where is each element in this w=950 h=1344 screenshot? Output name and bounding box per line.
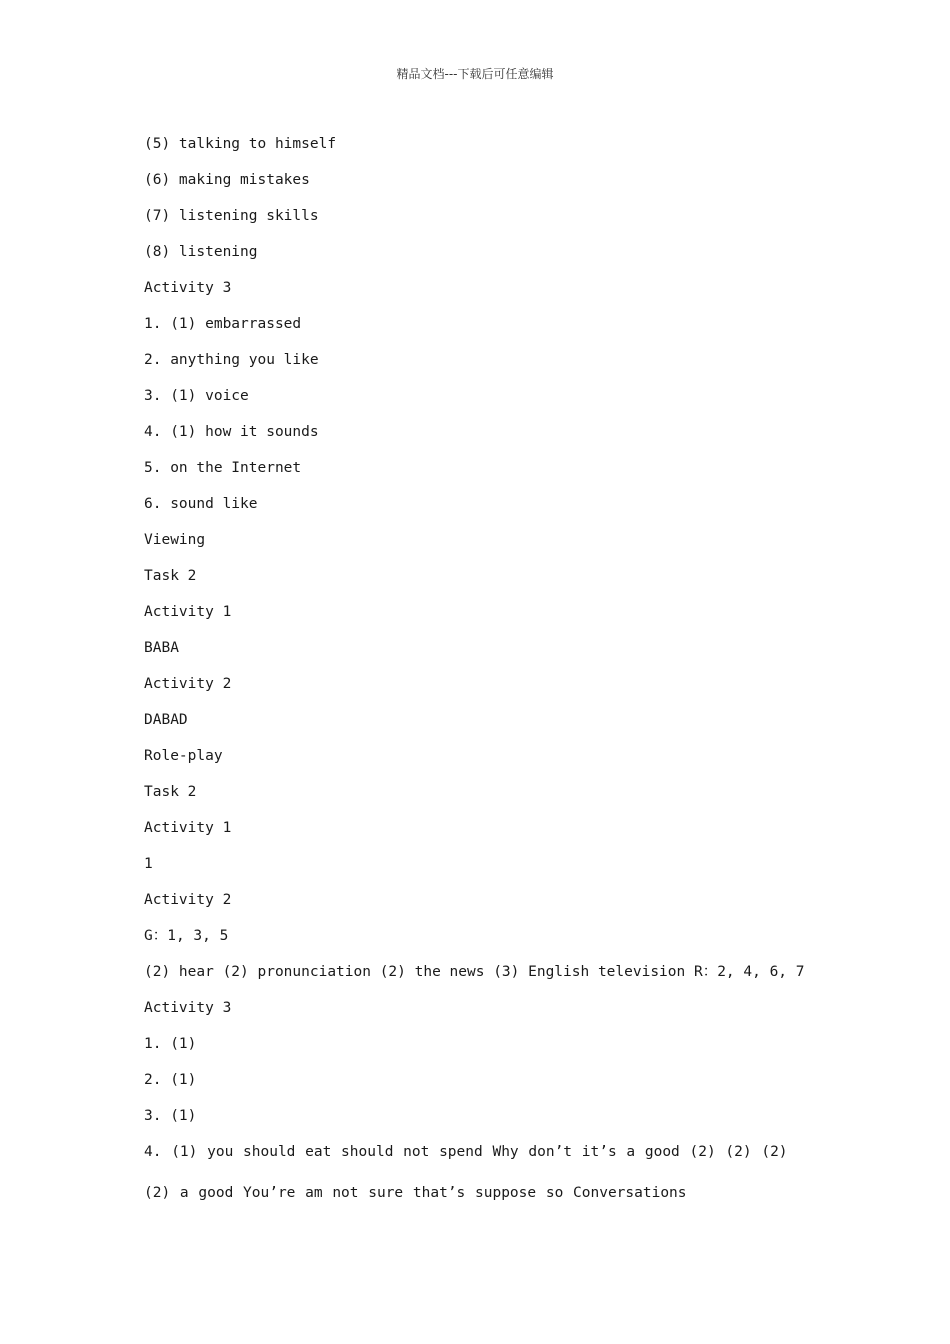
text-line: 6. sound like (144, 496, 258, 512)
text-line: 1. (1) (144, 1036, 197, 1052)
text-line: Activity 1 (144, 820, 232, 836)
text-line: 1 (144, 856, 153, 872)
text-line: (6) making mistakes (144, 172, 310, 188)
text-line: BABA (144, 640, 179, 656)
page-header: 精品文档---下载后可任意编辑 (396, 67, 554, 81)
text-line: (7) listening skills (144, 208, 319, 224)
text-line: Activity 3 (144, 1000, 232, 1016)
text-line: (2) hear (2) pronunciation (2) the news (3) English television R：2, 4, 6, 7 (144, 964, 805, 980)
document-body (144, 126, 809, 1214)
text-line: Task 2 (144, 568, 197, 584)
text-line: Activity 1 (144, 604, 232, 620)
text-line: 5. on the Internet (144, 460, 302, 476)
text-line: Task 2 (144, 784, 197, 800)
text-line: Activity 2 (144, 676, 232, 692)
text-line: DABAD (144, 712, 188, 728)
text-line: Role-play (144, 748, 223, 764)
text-line: (8) listening (144, 244, 258, 260)
text-line: Viewing (144, 532, 206, 548)
text-line: 3. (1) voice (144, 388, 249, 404)
final-paragraph: 4. (1) you should eat should not spend Why don’t it’s a good (2) (2) (2) (2) a good You’re am not sure that’s suppose so Conversations (144, 1144, 788, 1201)
text-line: Activity 2 (144, 892, 232, 908)
text-line: 2. (1) (144, 1072, 197, 1088)
text-line: Activity 3 (144, 280, 232, 296)
text-line: G：1, 3, 5 (144, 928, 229, 944)
text-line: 3. (1) (144, 1108, 197, 1124)
text-line: 2. anything you like (144, 352, 319, 368)
text-line: (5) talking to himself (144, 136, 337, 152)
text-line: 4. (1) how it sounds (144, 424, 319, 440)
text-line: 1. (1) embarrassed (144, 316, 302, 332)
